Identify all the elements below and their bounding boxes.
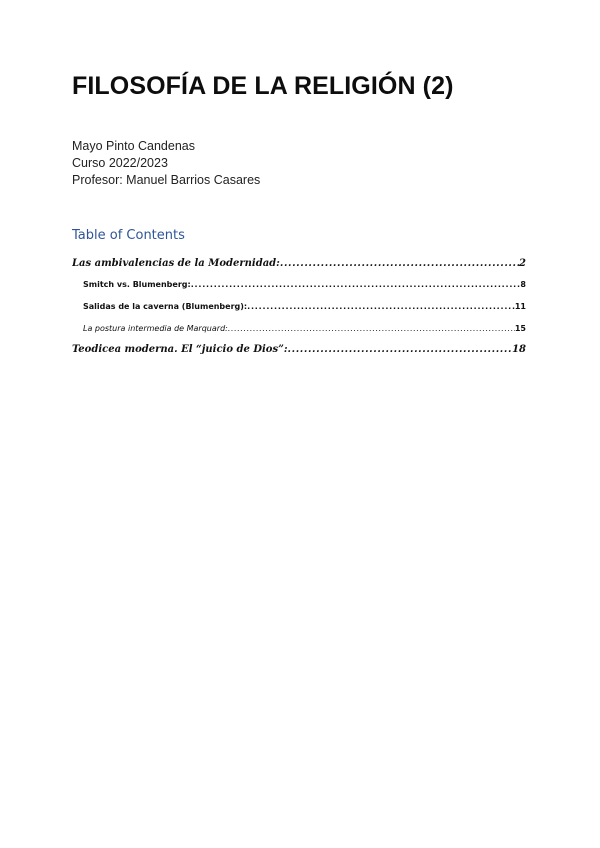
table-of-contents bbox=[72, 254, 526, 360]
toc-entry-page: 8 bbox=[520, 280, 526, 289]
toc-entry-page: 2 bbox=[519, 258, 526, 269]
toc-dot-leader bbox=[247, 296, 515, 318]
toc-dot-leader bbox=[280, 254, 519, 274]
toc-entry-postura-marquard[interactable] bbox=[72, 318, 526, 340]
toc-entry-label: Las ambivalencias de la Modernidad: bbox=[72, 258, 280, 269]
toc-entry-ambivalencias[interactable] bbox=[72, 254, 526, 274]
toc-entry-label: Teodicea moderna. El “juicio de Dios”: bbox=[72, 344, 288, 355]
toc-entry-teodicea[interactable] bbox=[72, 340, 526, 360]
toc-entry-smitch-blumenberg[interactable] bbox=[72, 274, 526, 296]
toc-dot-leader bbox=[288, 340, 513, 360]
toc-dot-leader bbox=[191, 274, 521, 296]
toc-entry-label: Salidas de la caverna (Blumenberg): bbox=[83, 302, 248, 311]
professor-name: Profesor: Manuel Barrios Casares bbox=[72, 173, 261, 187]
document-title: FILOSOFÍA DE LA RELIGIÓN (2) bbox=[72, 72, 454, 100]
document-meta bbox=[72, 138, 260, 189]
author-name: Mayo Pinto Candenas bbox=[72, 139, 195, 153]
toc-entry-page: 15 bbox=[514, 324, 526, 333]
toc-entry-page: 18 bbox=[512, 344, 526, 355]
toc-heading: Table of Contents bbox=[72, 228, 185, 243]
toc-dot-leader bbox=[228, 318, 515, 340]
toc-entry-salidas-caverna[interactable] bbox=[72, 296, 526, 318]
course-year: Curso 2022/2023 bbox=[72, 156, 168, 170]
toc-entry-label: Smitch vs. Blumenberg: bbox=[83, 280, 191, 289]
toc-entry-label: La postura intermedia de Marquard: bbox=[83, 324, 228, 333]
toc-entry-page: 11 bbox=[514, 302, 526, 311]
